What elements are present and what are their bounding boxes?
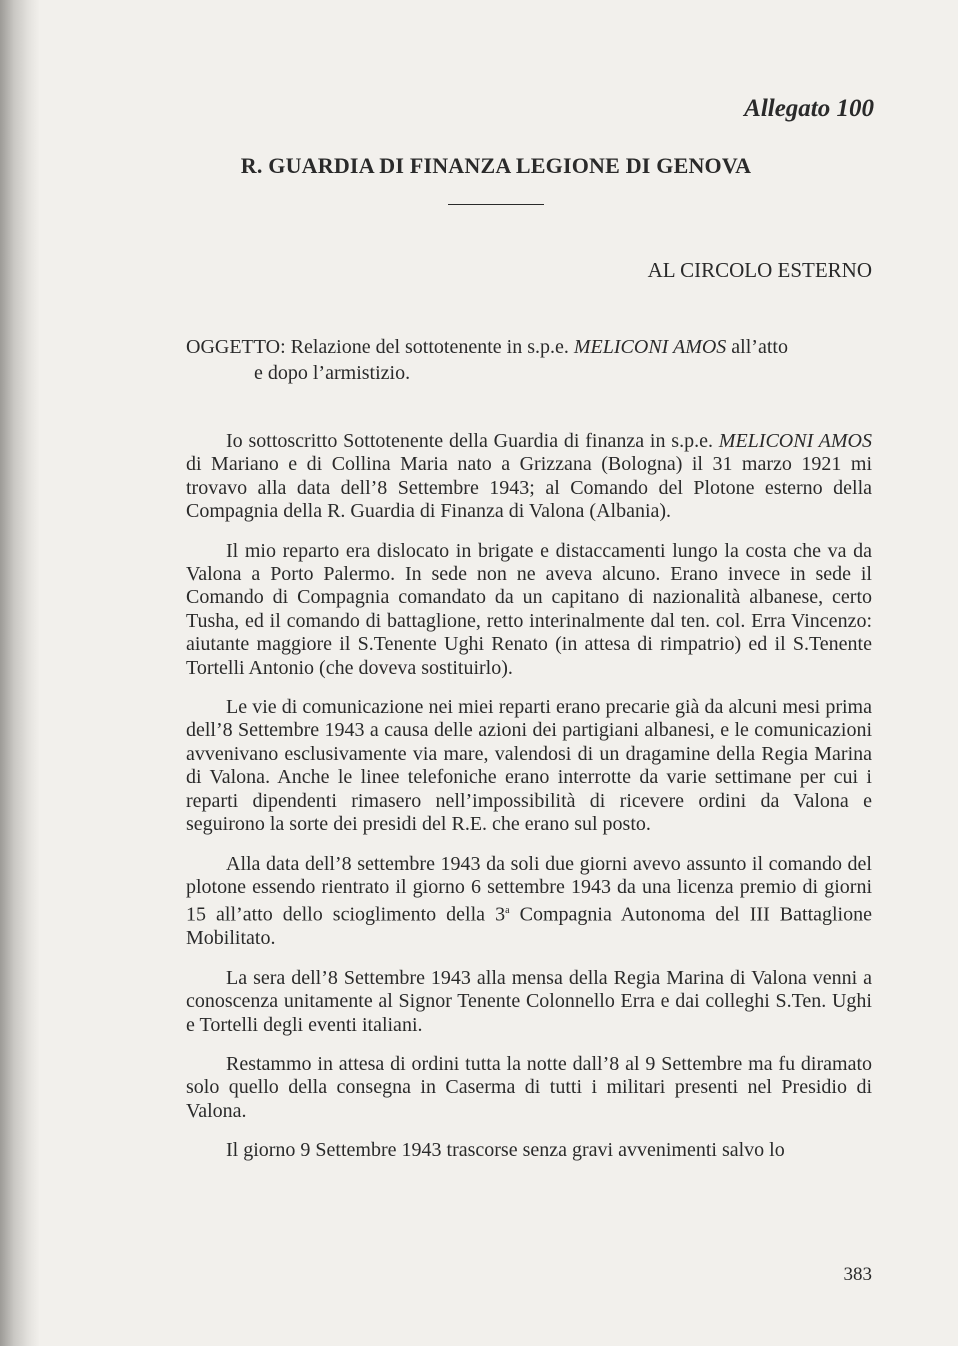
subject-label: OGGETTO: (186, 336, 286, 358)
subject-name: MELICONI AMOS (573, 336, 727, 358)
paragraph-3: Le vie di comunicazione nei miei reparti erano precarie già da alcuni mesi prima dell’8 Settembre 1943 a causa delle azioni dei partigiani albanesi, e le comunicazioni avvenivano esclusivamente via mare, valendosi di un dragamine della Regia Marina di Valona. Anche le linee telefoniche erano interrotte da varie settimane per cui i reparti dipendenti rimasero nell’impossibilità di ricevere ordini da Valona e seguirono la sorte dei presidi del R.E. che erano sul posto. (186, 696, 872, 836)
report-body (186, 430, 872, 1179)
paragraph-7: Il giorno 9 Settembre 1943 trascorse senza gravi avvenimenti salvo lo (226, 1139, 785, 1162)
paragraph-2: Il mio reparto era dislocato in brigate e distaccamenti lungo la costa che va da Valona a Porto Palermo. In sede non ne aveva alcuno. Erano invece in sede il Comando di Compagnia comandato da un capitano di nazionalità albanese, certo Tusha, ed il comando di battaglione, retto interinalmente dal ten. col. Erra Vincenzo: aiutante maggiore il S.Tenente Ughi Renato (in attesa di rimpatrio) ed il S.Tenente Tortelli Antonio (che doveva sostituirlo). (186, 539, 872, 679)
paragraph-5: La sera dell’8 Settembre 1943 alla mensa della Regia Marina di Valona venni a conoscenza unitamente al Signor Tenente Colonnello Erra e dai colleghi S.Ten. Ughi e Tortelli degli eventi italiani. (186, 966, 872, 1036)
addressee: AL CIRCOLO ESTERNO (647, 258, 872, 282)
ordinal-superscript: a (505, 905, 510, 917)
paragraph-1: Io sottoscritto Sottotenente della Guardia di finanza in s.p.e. MELICONI AMOS di Mariano e di Collina Maria nato a Grizzana (Bologna) il 31 marzo 1921 mi trovavo alla data dell’8 Settembre 1943; al Comando del Plotone esterno della Compagnia della R. Guardia di Finanza di Valona (Albania). (186, 430, 872, 523)
author-name: MELICONI AMOS (718, 430, 872, 452)
subject-line-2: e dopo l’armistizio. (254, 362, 411, 384)
paragraph-6: Restammo in attesa di ordini tutta la notte dall’8 al 9 Settembre ma fu diramato solo quello della consegna in Caserma di tutti i militari presenti nel Presidio di Valona. (186, 1053, 872, 1122)
page-number: 383 (843, 1264, 872, 1285)
paragraph-4: Alla data dell’8 settembre 1943 da soli due giorni avevo assunto il comando del plotone essendo rientrato il giorno 6 settembre 1943 da una licenza premio di giorni 15 all’atto dello scioglimento della 3$^a$ Compagnia Autonoma del III Battaglione Mobilitato. (186, 852, 872, 950)
subject-text: Relazione del sottotenente in s.p.e. (285, 336, 574, 358)
subject-block (186, 334, 872, 386)
header-title: R. GUARDIA DI FINANZA LEGIONE DI GENOVA (240, 153, 752, 178)
subject-text-end: all’atto (726, 336, 788, 358)
subject-line-1 (186, 334, 872, 360)
header-underline (448, 204, 544, 205)
binding-gutter (0, 0, 40, 1346)
annex-label: Allegato 100 (744, 95, 874, 122)
